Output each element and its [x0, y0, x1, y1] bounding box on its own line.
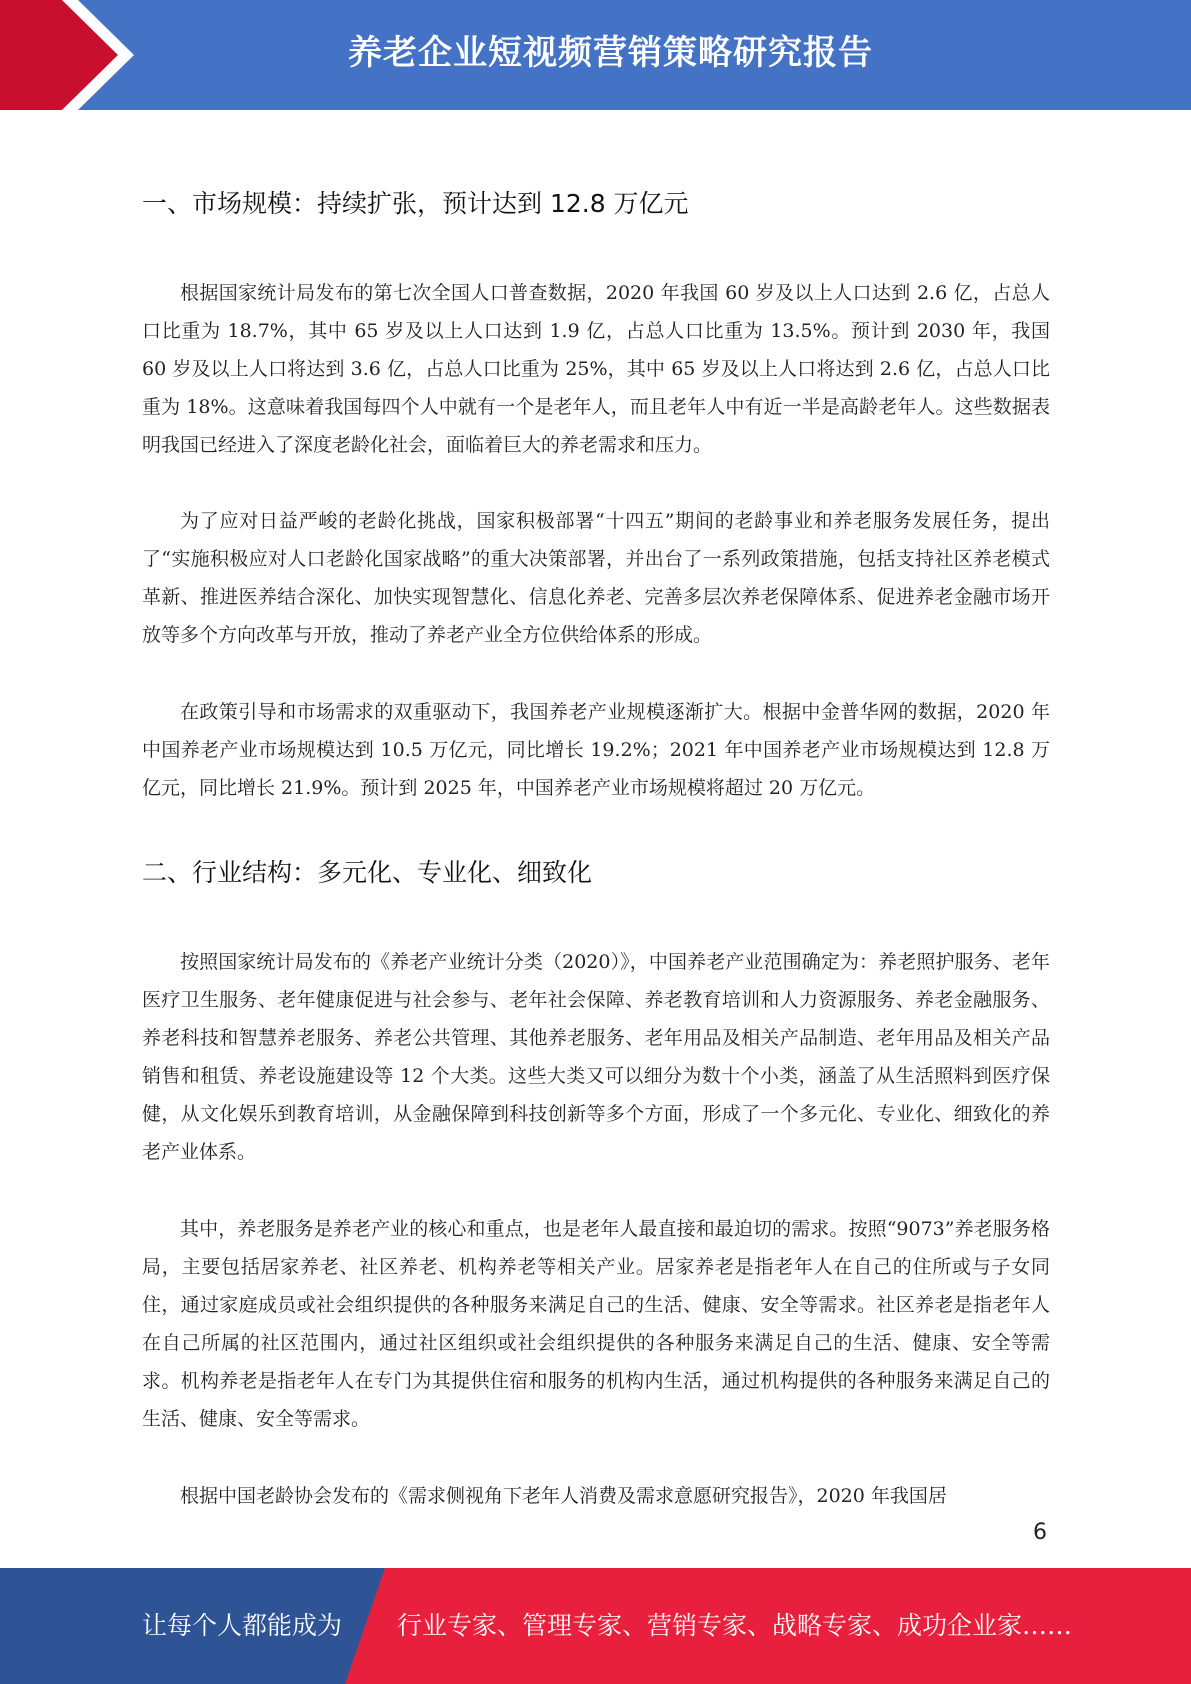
paragraph: 根据中国老龄协会发布的《需求侧视角下老年人消费及需求意愿研究报告》，2020 年我国居: [180, 1485, 947, 1507]
page-number: 6: [1033, 1520, 1047, 1545]
paragraph: 在政策引导和市场需求的双重驱动下，我国养老产业规模逐渐扩大。根据中金普华网的数据，2020 年中国养老产业市场规模达到 10.5 万亿元，同比增长 19.2%；2021 年中国养老产业市场规模达到 12.8 万亿元，同比增长 21.9%。预计到 2025 年，中国养老产业市场规模将超过 20 万亿元。: [142, 701, 1050, 799]
section-heading-1: 一、市场规模：持续扩张，预计达到 12.8 万亿元: [142, 189, 689, 218]
page-footer: [0, 1568, 1191, 1684]
header-arrow-decoration: [0, 0, 150, 110]
paragraph: 其中，养老服务是养老产业的核心和重点，也是老年人最直接和最迫切的需求。按照“9073”养老服务格局，主要包括居家养老、社区养老、机构养老等相关产业。居家养老是指老年人在自己的住所或与子女同住，通过家庭成员或社会组织提供的各种服务来满足自己的生活、健康、安全等需求。社区养老是指老年人在自己所属的社区范围内，通过社区组织或社会组织提供的各种服务来满足自己的生活、健康、安全等需求。机构养老是指老年人在专门为其提供住宿和服务的机构内生活，通过机构提供的各种服务来满足自己的生活、健康、安全等需求。: [142, 1218, 1050, 1430]
paragraph: 根据国家统计局发布的第七次全国人口普查数据，2020 年我国 60 岁及以上人口达到 2.6 亿，占总人口比重为 18.7%，其中 65 岁及以上人口达到 1.9 亿，占总人口比重为 13.5%。预计到 2030 年，我国 60 岁及以上人口将达到 3.6 亿，占总人口比重为 25%，其中 65 岁及以上人口将达到 2.6 亿，占总人口比重为 18%。这意味着我国每四个人中就有一个是老年人，而且老年人中有近一半是高龄老年人。这些数据表明我国已经进入了深度老龄化社会，面临着巨大的养老需求和压力。: [142, 282, 1050, 456]
footer-slogan-left: 让每个人都能成为: [142, 1611, 343, 1640]
report-title: 养老企业短视频营销策略研究报告: [348, 33, 873, 73]
footer-slogan-right: 行业专家、管理专家、营销专家、战略专家、成功企业家……: [397, 1611, 1073, 1640]
paragraph: 为了应对日益严峻的老龄化挑战，国家积极部署“十四五”期间的老龄事业和养老服务发展任务，提出了“实施积极应对人口老龄化国家战略”的重大决策部署，并出台了一系列政策措施，包括支持社区养老模式革新、推进医养结合深化、加快实现智慧化、信息化养老、完善多层次养老保障体系、促进养老金融市场开放等多个方向改革与开放，推动了养老产业全方位供给体系的形成。: [142, 510, 1050, 646]
paragraph: 按照国家统计局发布的《养老产业统计分类（2020）》，中国养老产业范围确定为：养老照护服务、老年医疗卫生服务、老年健康促进与社会参与、老年社会保障、养老教育培训和人力资源服务、养老金融服务、养老科技和智慧养老服务、养老公共管理、其他养老服务、老年用品及相关产品制造、老年用品及相关产品销售和租赁、养老设施建设等 12 个大类。这些大类又可以细分为数十个小类，涵盖了从生活照料到医疗保健，从文化娱乐到教育培训，从金融保障到科技创新等多个方面，形成了一个多元化、专业化、细致化的养老产业体系。: [142, 951, 1050, 1163]
section-heading-2: 二、行业结构：多元化、专业化、细致化: [142, 858, 593, 887]
page-header: [0, 0, 1191, 110]
